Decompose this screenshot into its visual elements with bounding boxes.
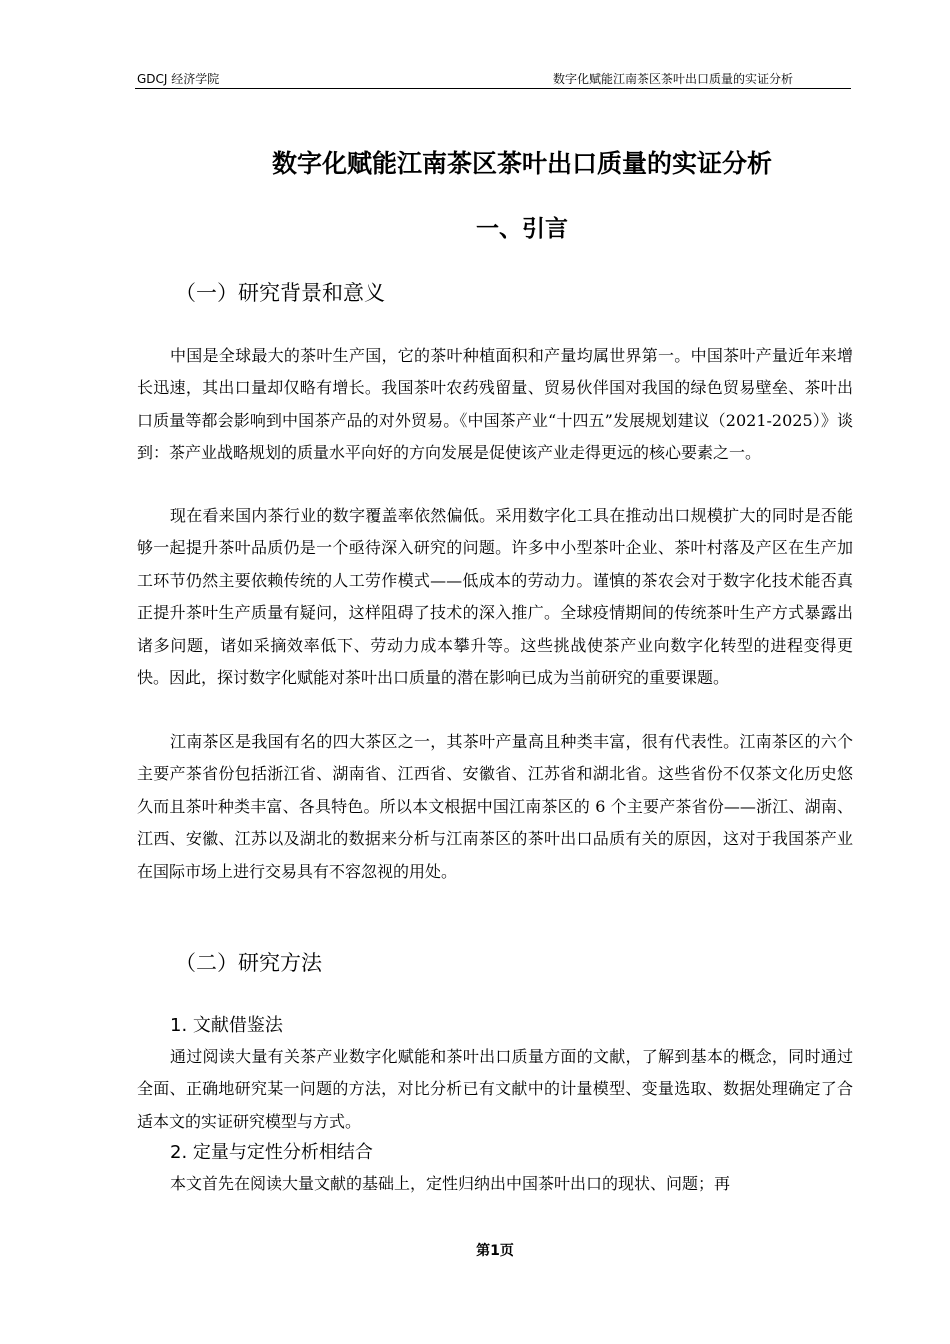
method-heading-quant-qual: 2. 定量与定性分析相结合: [170, 1142, 373, 1163]
subsection-heading-background: （一）研究背景和意义: [175, 281, 385, 305]
paragraph-background-2: 现在看来国内茶行业的数字覆盖率依然偏低。采用数字化工具在推动出口规模扩大的同时是否能够一起提升茶叶品质仍是一个亟待深入研究的问题。许多中小型茶叶企业、茶叶村落及产区在生产加工环节仍然主要依赖传统的人工劳作模式——低成本的劳动力。谨慎的茶农会对于数字化技术能否真正提升茶叶生产质量有疑问，这样阻碍了技术的深入推广。全球疫情期间的传统茶叶生产方式暴露出诸多问题，诸如采摘效率低下、劳动力成本攀升等。这些挑战使茶产业向数字化转型的进程变得更快。因此，探讨数字化赋能对茶叶出口质量的潜在影响已成为当前研究的重要课题。: [137, 506, 853, 688]
section-heading-introduction: 一、引言: [476, 216, 568, 242]
paragraph-method-quant-qual: 本文首先在阅读大量文献的基础上，定性归纳出中国茶叶出口的现状、问题；再: [170, 1174, 731, 1193]
paragraph-background-3: 江南茶区是我国有名的四大茶区之一，其茶叶产量高且种类丰富，很有代表性。江南茶区的六个主要产茶省份包括浙江省、湖南省、江西省、安徽省、江苏省和湖北省。这些省份不仅茶文化历史悠久而且茶叶种类丰富、各具特色。所以本文根据中国江南茶区的 6 个主要产茶省份——浙江、湖南、江西、安徽、江苏以及湖北的数据来分析与江南茶区的茶叶出口品质有关的原因，这对于我国茶产业在国际市场上进行交易具有不容忽视的用处。: [137, 732, 853, 881]
page-header: [135, 70, 851, 89]
header-school: GDCJ 经济学院: [137, 72, 220, 86]
subsection-heading-methods: （二）研究方法: [175, 951, 322, 975]
header-running-title: 数字化赋能江南茶区茶叶出口质量的实证分析: [552, 72, 793, 86]
method-heading-literature: 1. 文献借鉴法: [170, 1015, 283, 1036]
paper-title: 数字化赋能江南茶区茶叶出口质量的实证分析: [271, 149, 772, 178]
paragraph-method-literature: 通过阅读大量有关茶产业数字化赋能和茶叶出口质量方面的文献，了解到基本的概念，同时通过全面、正确地研究某一问题的方法，对比分析已有文献中的计量模型、变量选取、数据处理确定了合适本文的实证研究模型与方式。: [137, 1047, 853, 1131]
paragraph-background-1: 中国是全球最大的茶叶生产国，它的茶叶种植面积和产量均属世界第一。中国茶叶产量近年来增长迅速，其出口量却仅略有增长。我国茶叶农药残留量、贸易伙伴国对我国的绿色贸易壁垒、茶叶出口质量等都会影响到中国茶产品的对外贸易。《中国茶产业“十四五”发展规划建议（2021-2025）》谈到：茶产业战略规划的质量水平向好的方向发展是促使该产业走得更远的核心要素之一。: [137, 346, 853, 463]
page-number: 第1页: [476, 1243, 514, 1259]
